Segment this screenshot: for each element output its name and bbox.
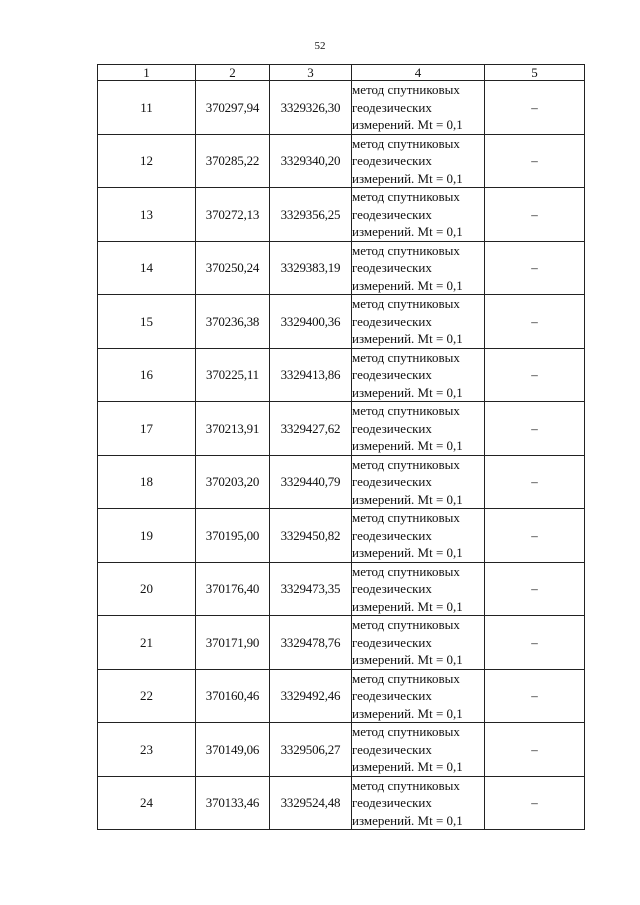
y-coordinate-cell: 3329473,35 (270, 562, 352, 616)
table-row (98, 81, 585, 135)
note-cell: – (485, 562, 585, 616)
method-line: измерений. Mt = 0,1 (352, 331, 463, 346)
x-coordinate-cell: 370149,06 (196, 723, 270, 777)
method-cell (352, 455, 485, 509)
point-number-cell: 18 (98, 455, 196, 509)
note-cell: – (485, 723, 585, 777)
table-row (98, 402, 585, 456)
table-row (98, 295, 585, 349)
method-line: измерений. Mt = 0,1 (352, 598, 463, 614)
y-coordinate-cell: 3329383,19 (270, 241, 352, 295)
table-row (98, 188, 585, 242)
method-cell (352, 723, 485, 777)
method-line: геодезических (352, 420, 432, 436)
note-cell: – (485, 295, 585, 349)
header-cell-4: 4 (352, 65, 485, 81)
header-cell-5: 5 (485, 65, 585, 81)
method-line: геодезических (352, 741, 432, 757)
table-row (98, 616, 585, 670)
point-number-cell: 21 (98, 616, 196, 670)
method-line: геодезических (352, 206, 432, 222)
x-coordinate-cell: 370297,94 (196, 81, 270, 135)
header-cell-3: 3 (270, 65, 352, 81)
x-coordinate-cell: 370133,46 (196, 776, 270, 830)
x-coordinate-cell: 370171,90 (196, 616, 270, 670)
method-line: измерений. Mt = 0,1 (352, 224, 463, 239)
x-coordinate-cell: 370285,22 (196, 134, 270, 188)
method-cell (352, 81, 485, 135)
method-line: метод спутниковых (352, 724, 460, 739)
x-coordinate-cell: 370176,40 (196, 562, 270, 616)
y-coordinate-cell: 3329450,82 (270, 509, 352, 563)
method-line: измерений. Mt = 0,1 (352, 491, 463, 507)
page-number: 52 (314, 40, 326, 52)
method-cell (352, 509, 485, 563)
method-line: геодезических (352, 474, 432, 489)
method-cell (352, 562, 485, 616)
point-number-cell: 17 (98, 402, 196, 456)
method-line: метод спутниковых (352, 82, 460, 97)
y-coordinate-cell: 3329413,86 (270, 348, 352, 402)
method-line: геодезических (352, 99, 432, 115)
x-coordinate-cell: 370272,13 (196, 188, 270, 242)
note-cell: – (485, 134, 585, 188)
x-coordinate-cell: 370236,38 (196, 295, 270, 349)
table-body (98, 65, 585, 830)
point-number-cell: 12 (98, 134, 196, 188)
method-line: геодезических (352, 634, 432, 650)
method-cell (352, 348, 485, 402)
method-line: геодезических (352, 795, 432, 810)
y-coordinate-cell: 3329524,48 (270, 776, 352, 830)
method-line: метод спутниковых (352, 617, 460, 632)
method-cell (352, 134, 485, 188)
coordinates-table (97, 64, 585, 830)
method-line: измерений. Mt = 0,1 (352, 545, 463, 560)
method-line: геодезических (352, 313, 432, 329)
note-cell: – (485, 188, 585, 242)
point-number-cell: 23 (98, 723, 196, 777)
table-row (98, 455, 585, 509)
note-cell: – (485, 402, 585, 456)
note-cell: – (485, 509, 585, 563)
x-coordinate-cell: 370213,91 (196, 402, 270, 456)
x-coordinate-cell: 370203,20 (196, 455, 270, 509)
point-number-cell: 24 (98, 776, 196, 830)
y-coordinate-cell: 3329340,20 (270, 134, 352, 188)
method-line: измерений. Mt = 0,1 (352, 652, 463, 667)
method-line: измерений. Mt = 0,1 (352, 170, 463, 186)
note-cell: – (485, 81, 585, 135)
point-number-cell: 22 (98, 669, 196, 723)
method-line: измерений. Mt = 0,1 (352, 705, 463, 721)
method-line: измерений. Mt = 0,1 (352, 759, 463, 774)
point-number-cell: 20 (98, 562, 196, 616)
method-line: измерений. Mt = 0,1 (352, 117, 463, 132)
note-cell: – (485, 455, 585, 509)
method-cell (352, 669, 485, 723)
method-line: геодезических (352, 260, 432, 275)
point-number-cell: 13 (98, 188, 196, 242)
x-coordinate-cell: 370225,11 (196, 348, 270, 402)
method-cell (352, 616, 485, 670)
method-line: метод спутниковых (352, 777, 460, 793)
header-row (98, 65, 585, 81)
note-cell: – (485, 669, 585, 723)
header-cell-2: 2 (196, 65, 270, 81)
y-coordinate-cell: 3329400,36 (270, 295, 352, 349)
y-coordinate-cell: 3329440,79 (270, 455, 352, 509)
y-coordinate-cell: 3329506,27 (270, 723, 352, 777)
method-line: метод спутниковых (352, 242, 460, 258)
table-row (98, 723, 585, 777)
table-row (98, 509, 585, 563)
method-line: измерений. Mt = 0,1 (352, 277, 463, 293)
point-number-cell: 11 (98, 81, 196, 135)
table-row (98, 348, 585, 402)
point-number-cell: 15 (98, 295, 196, 349)
x-coordinate-cell: 370160,46 (196, 669, 270, 723)
y-coordinate-cell: 3329478,76 (270, 616, 352, 670)
x-coordinate-cell: 370250,24 (196, 241, 270, 295)
method-line: геодезических (352, 153, 432, 168)
method-cell (352, 295, 485, 349)
method-line: метод спутниковых (352, 189, 460, 204)
method-line: метод спутниковых (352, 296, 460, 311)
y-coordinate-cell: 3329356,25 (270, 188, 352, 242)
method-line: измерений. Mt = 0,1 (352, 438, 463, 453)
y-coordinate-cell: 3329326,30 (270, 81, 352, 135)
point-number-cell: 16 (98, 348, 196, 402)
method-line: метод спутниковых (352, 670, 460, 686)
table-row (98, 241, 585, 295)
method-line: метод спутниковых (352, 135, 460, 151)
note-cell: – (485, 776, 585, 830)
note-cell: – (485, 348, 585, 402)
note-cell: – (485, 616, 585, 670)
method-line: метод спутниковых (352, 510, 460, 525)
table-row (98, 669, 585, 723)
method-line: геодезических (352, 688, 432, 703)
method-line: измерений. Mt = 0,1 (352, 812, 463, 828)
table-row (98, 562, 585, 616)
point-number-cell: 19 (98, 509, 196, 563)
method-cell (352, 241, 485, 295)
y-coordinate-cell: 3329492,46 (270, 669, 352, 723)
table-row (98, 134, 585, 188)
table-row (98, 776, 585, 830)
method-line: метод спутниковых (352, 456, 460, 472)
method-line: метод спутниковых (352, 349, 460, 365)
header-cell-1: 1 (98, 65, 196, 81)
method-line: метод спутниковых (352, 403, 460, 418)
y-coordinate-cell: 3329427,62 (270, 402, 352, 456)
method-cell (352, 188, 485, 242)
note-cell: – (485, 241, 585, 295)
method-line: метод спутниковых (352, 563, 460, 579)
point-number-cell: 14 (98, 241, 196, 295)
method-cell (352, 776, 485, 830)
method-line: геодезических (352, 367, 432, 382)
x-coordinate-cell: 370195,00 (196, 509, 270, 563)
method-line: геодезических (352, 527, 432, 543)
method-cell (352, 402, 485, 456)
method-line: измерений. Mt = 0,1 (352, 384, 463, 400)
method-line: геодезических (352, 581, 432, 596)
